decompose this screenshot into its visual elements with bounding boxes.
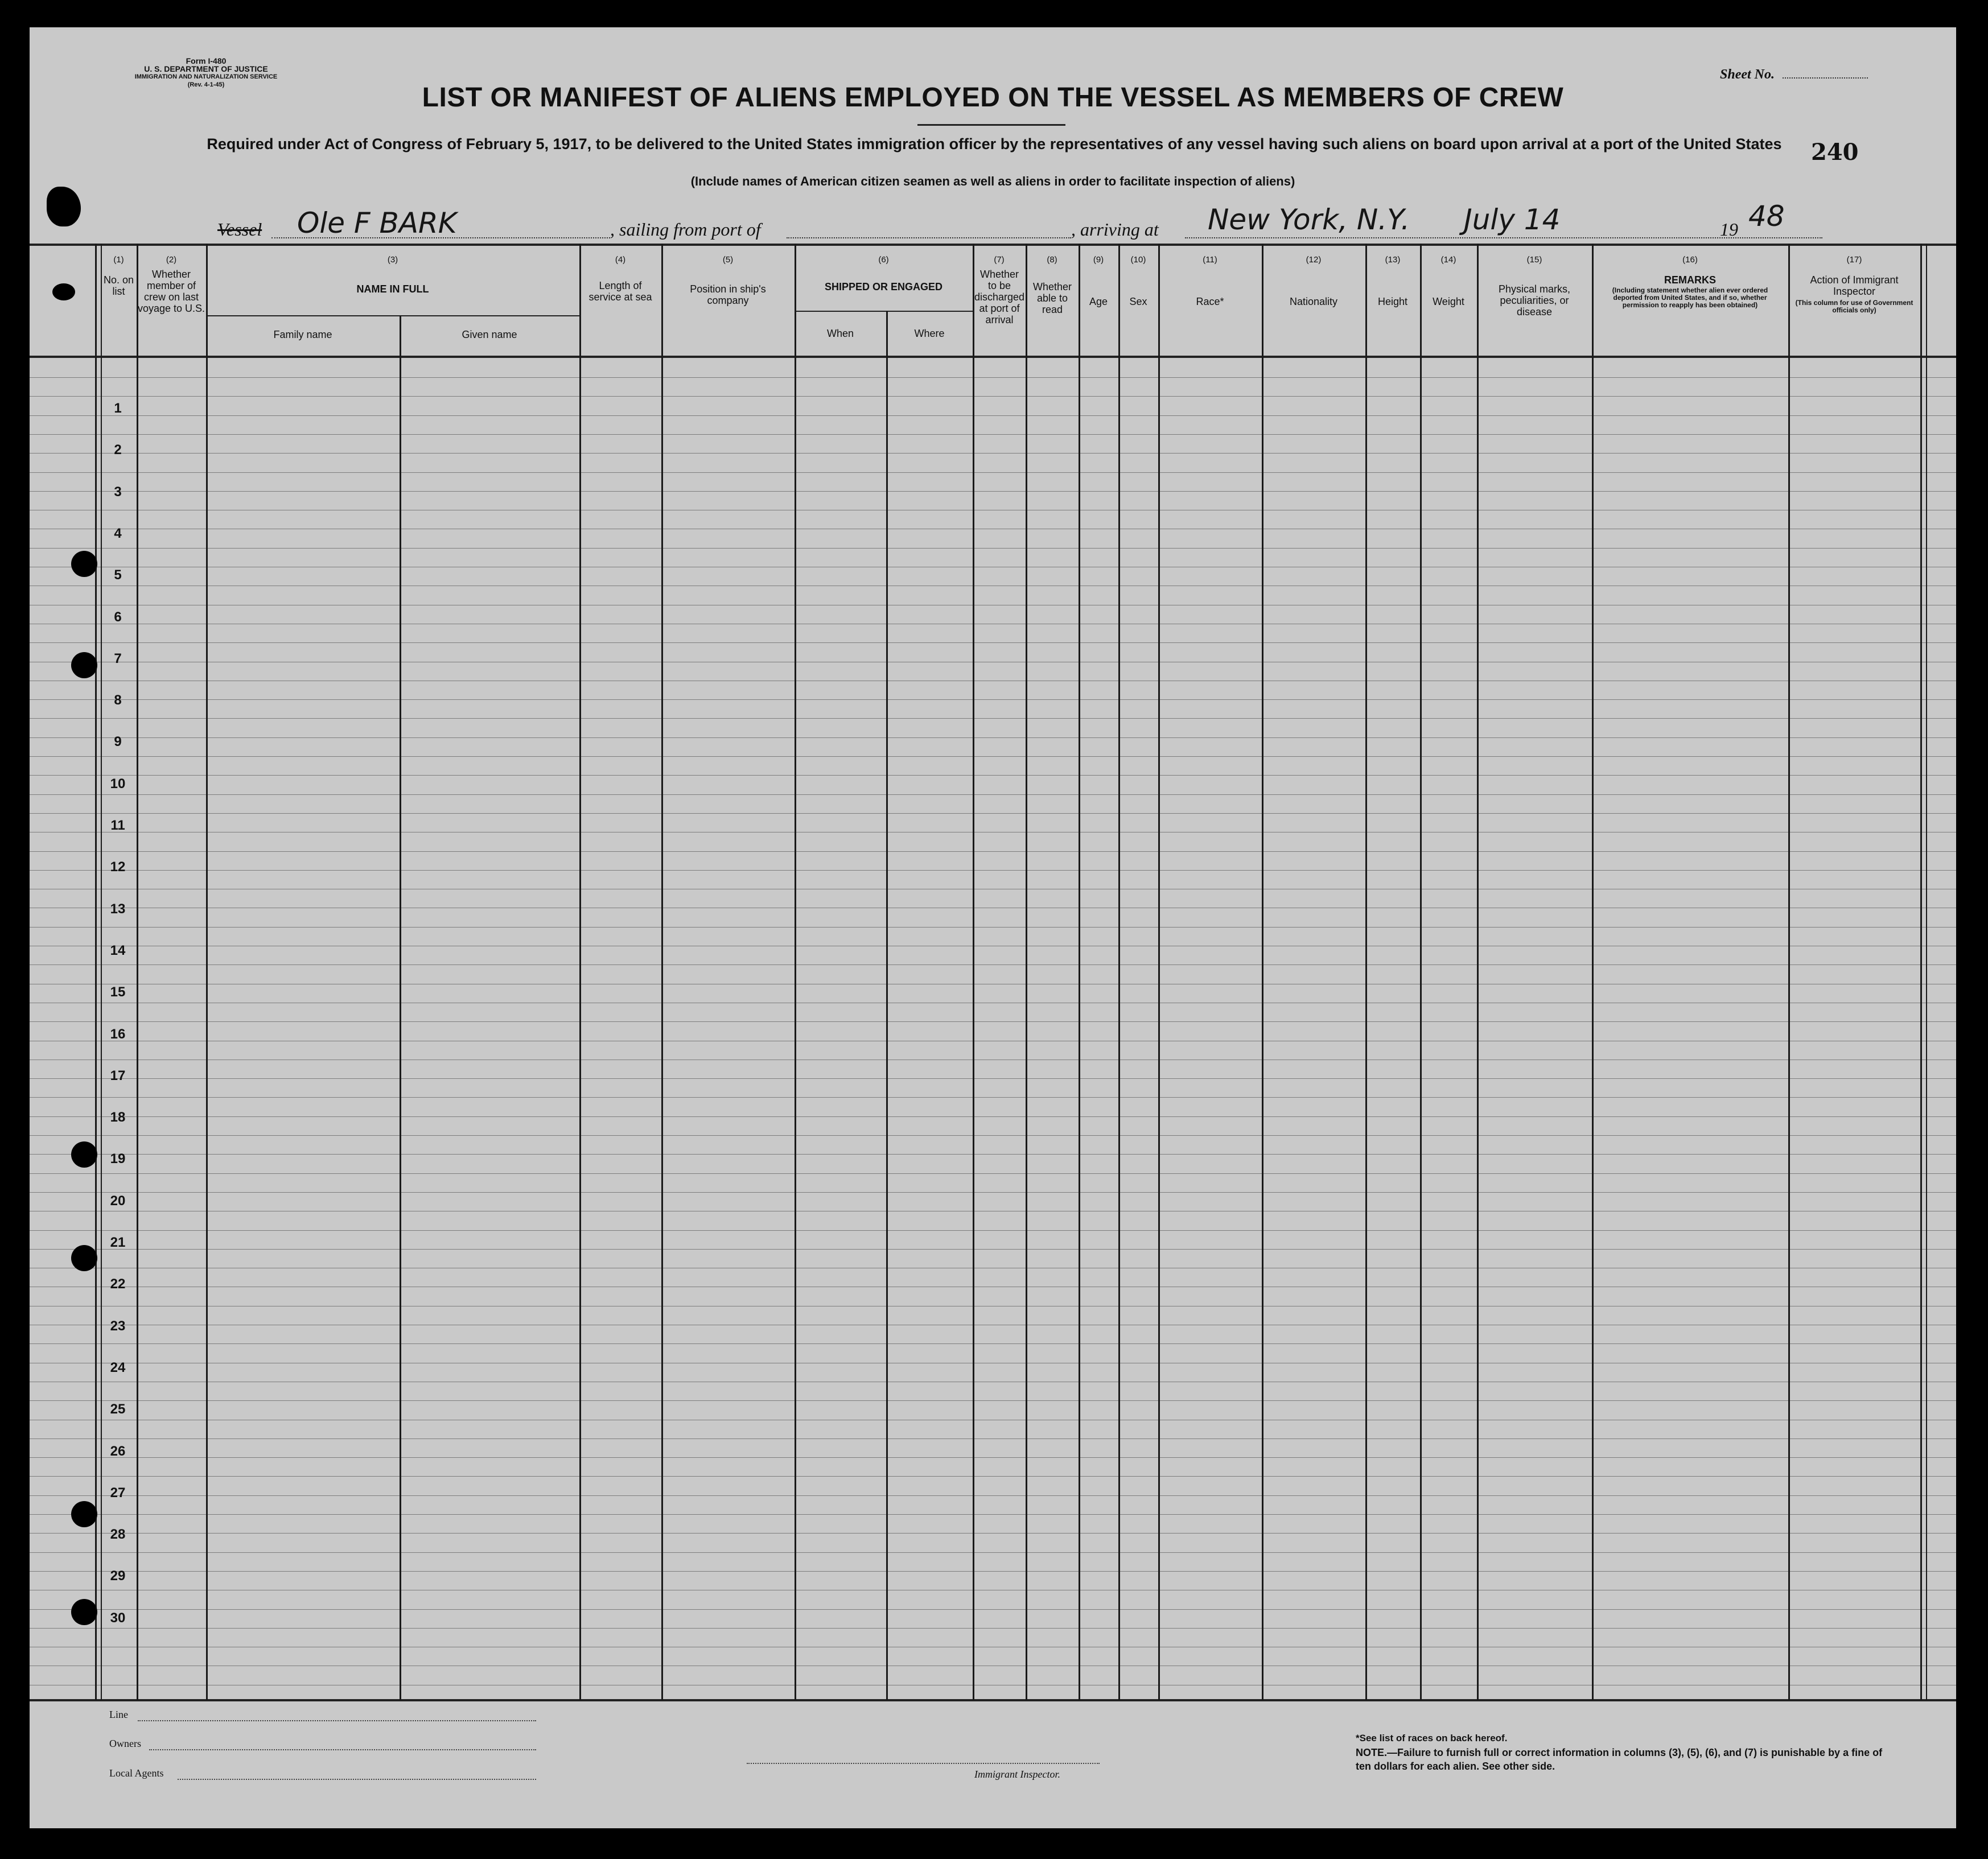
footer-line-blank[interactable]	[138, 1720, 536, 1721]
row-number: 17	[110, 1067, 126, 1083]
subhead-family-name: Family name	[273, 329, 332, 340]
manifest-sheet	[30, 27, 1956, 1828]
col-head-sex: Sex	[1129, 296, 1147, 307]
ruled-line	[30, 453, 1956, 454]
sheet-number-blank	[1783, 77, 1868, 79]
ruled-line	[30, 1495, 1956, 1496]
row-number: 18	[110, 1110, 126, 1126]
col-num-10: (10)	[1130, 255, 1146, 265]
col-head-no-on-list: No. on list	[103, 274, 134, 297]
col-head-length-service: Length of service at sea	[588, 280, 652, 303]
col-head-able-to-read: Whether able to read	[1032, 281, 1072, 315]
year-prefix: 19	[1720, 219, 1738, 240]
col-num-11: (11)	[1203, 255, 1217, 265]
punch-hole	[71, 551, 97, 577]
row-number: 28	[110, 1527, 126, 1543]
ruled-line	[30, 642, 1956, 643]
col-head-race: Race*	[1196, 296, 1224, 307]
row-number: 1	[114, 401, 122, 416]
ruled-line	[30, 1192, 1956, 1193]
col-line-10	[1118, 244, 1120, 1700]
col-num-17: (17)	[1846, 255, 1862, 265]
title-rule	[917, 124, 1065, 126]
col-line-11	[1158, 244, 1160, 1700]
table-top-rule	[30, 244, 1956, 246]
col-head-shipped-engaged: SHIPPED OR ENGAGED	[824, 281, 943, 292]
col-head-discharged: Whether to be discharged at port of arrival	[974, 269, 1025, 325]
table-bottom-rule	[30, 1699, 1956, 1701]
ruled-line	[30, 756, 1956, 757]
col-line-18	[1920, 244, 1922, 1700]
col-head-last-voyage: Whether member of crew on last voyage to U.S.	[137, 269, 205, 314]
row-number: 5	[114, 567, 122, 583]
inspector-signature-label: Immigrant Inspector.	[974, 1769, 1060, 1780]
footer-agents-label: Local Agents	[109, 1767, 164, 1779]
row-number: 4	[114, 525, 122, 541]
row-number: 14	[110, 942, 126, 958]
penalty-note: NOTE.—Failure to furnish full or correct information in columns (3), (5), (6), and (7) is punishable by a fine of ten dollars for each alien. See other side.	[1356, 1747, 1883, 1772]
ruled-line	[30, 434, 1956, 435]
ruled-line	[30, 813, 1956, 814]
ruled-line	[30, 1571, 1956, 1572]
col-line-2	[137, 244, 138, 1700]
col-num-7: (7)	[994, 255, 1005, 265]
form-service: IMMIGRATION AND NATURALIZATION SERVICE	[134, 73, 278, 80]
name-subheader-rule	[206, 315, 579, 316]
col-line-4	[579, 244, 581, 1700]
row-number: 2	[114, 442, 122, 458]
page-title: LIST OR MANIFEST OF ALIENS EMPLOYED ON THE VESSEL AS MEMBERS OF CREW	[422, 83, 1564, 113]
col-line-9	[1079, 244, 1080, 1700]
subhead-where: Where	[914, 328, 945, 339]
row-number: 7	[114, 650, 122, 666]
punch-hole	[71, 1141, 97, 1168]
row-number: 26	[110, 1443, 126, 1459]
col-head-height: Height	[1377, 296, 1408, 307]
row-number: 8	[114, 693, 122, 708]
col-line-3b	[400, 315, 401, 1700]
col-line-16	[1592, 244, 1594, 1700]
ruled-line	[30, 1116, 1956, 1117]
row-number: 3	[114, 484, 122, 500]
col-num-13: (13)	[1385, 255, 1401, 265]
races-note: *See list of races on back hereof.	[1356, 1733, 1508, 1743]
row-number: 9	[114, 734, 122, 750]
required-statement: Required under Act of Congress of February 5, 1917, to be delivered to the United States immigration officer by the representatives of any vessel having such aliens on board upon arrival at a port of the United States	[207, 135, 1782, 152]
date-value[interactable]: July 14	[1464, 203, 1561, 236]
punch-hole	[71, 1245, 97, 1271]
col-line-8	[1026, 244, 1027, 1700]
ruled-line	[30, 1343, 1956, 1344]
col-head-physical-marks: Physical marks, peculiarities, or disease	[1498, 283, 1571, 318]
ruled-line	[30, 964, 1956, 965]
col-line-6	[795, 244, 796, 1700]
row-number: 19	[110, 1151, 126, 1167]
remarks-note: (Including statement whether alien ever ordered deported from United States, and if so, whether permission to reapply has been obtained)	[1612, 286, 1768, 309]
ruled-line	[30, 1230, 1956, 1231]
col-line-12	[1262, 244, 1263, 1700]
ruled-line	[30, 491, 1956, 492]
row-number: 24	[110, 1359, 126, 1375]
header-bottom-rule	[30, 356, 1956, 358]
col-num-16: (16)	[1682, 255, 1698, 265]
row-number: 6	[114, 609, 122, 625]
col-line-15	[1477, 244, 1479, 1700]
ruled-line	[30, 851, 1956, 852]
sailing-label: , sailing from port of	[610, 219, 761, 240]
ruled-line	[30, 1135, 1956, 1136]
form-department: U. S. DEPARTMENT OF JUSTICE	[144, 64, 268, 73]
row-number: 16	[110, 1026, 126, 1042]
form-number: Form I-480	[186, 56, 227, 65]
ruled-line	[30, 1400, 1956, 1401]
col-num-3: (3)	[387, 255, 398, 265]
ruled-line	[30, 775, 1956, 776]
ruled-line	[30, 472, 1956, 473]
ruled-line	[30, 927, 1956, 928]
ruled-line	[30, 870, 1956, 871]
footer-owners-blank[interactable]	[149, 1749, 536, 1750]
col-line-1b	[101, 244, 102, 1700]
vessel-line	[217, 200, 1868, 246]
form-revision: (Rev. 4-1-45)	[187, 81, 225, 88]
col-line-14	[1420, 244, 1422, 1700]
col-line-1	[95, 244, 97, 1700]
arriving-value[interactable]: New York, N.Y.	[1208, 203, 1410, 236]
footer-owners-label: Owners	[109, 1738, 141, 1749]
ruled-line	[30, 1457, 1956, 1458]
col-line-17	[1788, 244, 1790, 1700]
row-number: 15	[110, 984, 126, 1000]
col-head-nationality: Nationality	[1289, 296, 1338, 307]
row-number: 22	[110, 1276, 126, 1292]
sheet-number-field[interactable]	[1720, 67, 1868, 83]
ruled-line	[30, 737, 1956, 738]
row-number: 13	[110, 901, 126, 917]
sailing-blank[interactable]	[787, 237, 1071, 238]
subhead-given-name: Given name	[462, 329, 517, 340]
col-line-7	[973, 244, 974, 1700]
row-number: 23	[110, 1318, 126, 1334]
ruled-line	[30, 1552, 1956, 1553]
ruled-line	[30, 1249, 1956, 1250]
row-number: 27	[110, 1485, 126, 1501]
col-head-inspector-action: Action of Immigrant Inspector	[1810, 274, 1899, 297]
shipped-subheader-rule	[795, 311, 974, 312]
ruled-line	[30, 1078, 1956, 1079]
col-num-9: (9)	[1093, 255, 1104, 265]
row-number: 11	[110, 818, 125, 833]
col-num-14: (14)	[1440, 255, 1456, 265]
col-num-12: (12)	[1306, 255, 1322, 265]
vessel-label: Vessel	[217, 219, 262, 240]
include-note: (Include names of American citizen seamen as well as aliens in order to facilitate inspection of aliens)	[690, 174, 1295, 188]
row-number: 30	[110, 1610, 126, 1626]
torn-corner	[47, 187, 81, 226]
col-num-4: (4)	[615, 255, 626, 265]
vessel-value[interactable]: Ole F BARK	[297, 207, 457, 240]
punch-hole	[71, 1599, 97, 1625]
inspector-note: (This column for use of Government officials only)	[1795, 299, 1913, 314]
row-number: 12	[110, 859, 126, 875]
ruled-line	[30, 718, 1956, 719]
col-num-15: (15)	[1526, 255, 1542, 265]
row-number: 29	[110, 1568, 126, 1584]
punch-hole	[71, 1501, 97, 1527]
ruled-line	[30, 415, 1956, 416]
ruled-line	[30, 699, 1956, 700]
year-value[interactable]: 48	[1748, 200, 1785, 233]
punch-hole	[71, 652, 97, 678]
ruled-line	[30, 1628, 1956, 1629]
ruled-line	[30, 1154, 1956, 1155]
col-num-5: (5)	[722, 255, 734, 265]
punch-hole	[52, 283, 75, 300]
col-head-weight: Weight	[1433, 296, 1464, 307]
col-head-name-in-full: NAME IN FULL	[356, 283, 429, 295]
col-line-5	[661, 244, 663, 1700]
ruled-line	[30, 1609, 1956, 1610]
footer-agents-blank[interactable]	[178, 1779, 536, 1780]
stamp-number: 240	[1811, 139, 1859, 166]
ruled-line	[30, 1097, 1956, 1098]
col-head-position: Position in ship's company	[690, 283, 766, 306]
col-line-6b	[886, 311, 888, 1700]
col-num-6: (6)	[878, 255, 889, 265]
ruled-line	[30, 548, 1956, 549]
arriving-label: , arriving at	[1071, 219, 1159, 240]
row-number: 21	[110, 1235, 126, 1250]
col-line-3	[206, 244, 208, 1700]
col-num-8: (8)	[1047, 255, 1057, 265]
inspector-signature-blank[interactable]	[747, 1763, 1100, 1764]
footer-line-label: Line	[109, 1709, 128, 1720]
ruled-line	[30, 1533, 1956, 1534]
col-line-13	[1365, 244, 1367, 1700]
ruled-line	[30, 396, 1956, 397]
ruled-line	[30, 1514, 1956, 1515]
sheet-number-label: Sheet No.	[1720, 67, 1775, 82]
subhead-when: When	[826, 328, 854, 339]
ruled-line	[30, 377, 1956, 378]
row-number: 25	[110, 1402, 126, 1417]
col-num-2: (2)	[166, 255, 177, 265]
crew-table	[30, 244, 1956, 1706]
ruled-line	[30, 1021, 1956, 1022]
ruled-line	[30, 1438, 1956, 1439]
ruled-line	[30, 1476, 1956, 1477]
row-number: 10	[110, 776, 126, 792]
col-head-remarks: REMARKS	[1664, 274, 1716, 286]
col-head-age: Age	[1089, 296, 1108, 307]
row-number: 20	[110, 1193, 126, 1209]
col-num-1: (1)	[113, 255, 124, 265]
ruled-line	[30, 1173, 1956, 1174]
col-line-18b	[1926, 244, 1927, 1700]
ruled-line	[30, 794, 1956, 795]
